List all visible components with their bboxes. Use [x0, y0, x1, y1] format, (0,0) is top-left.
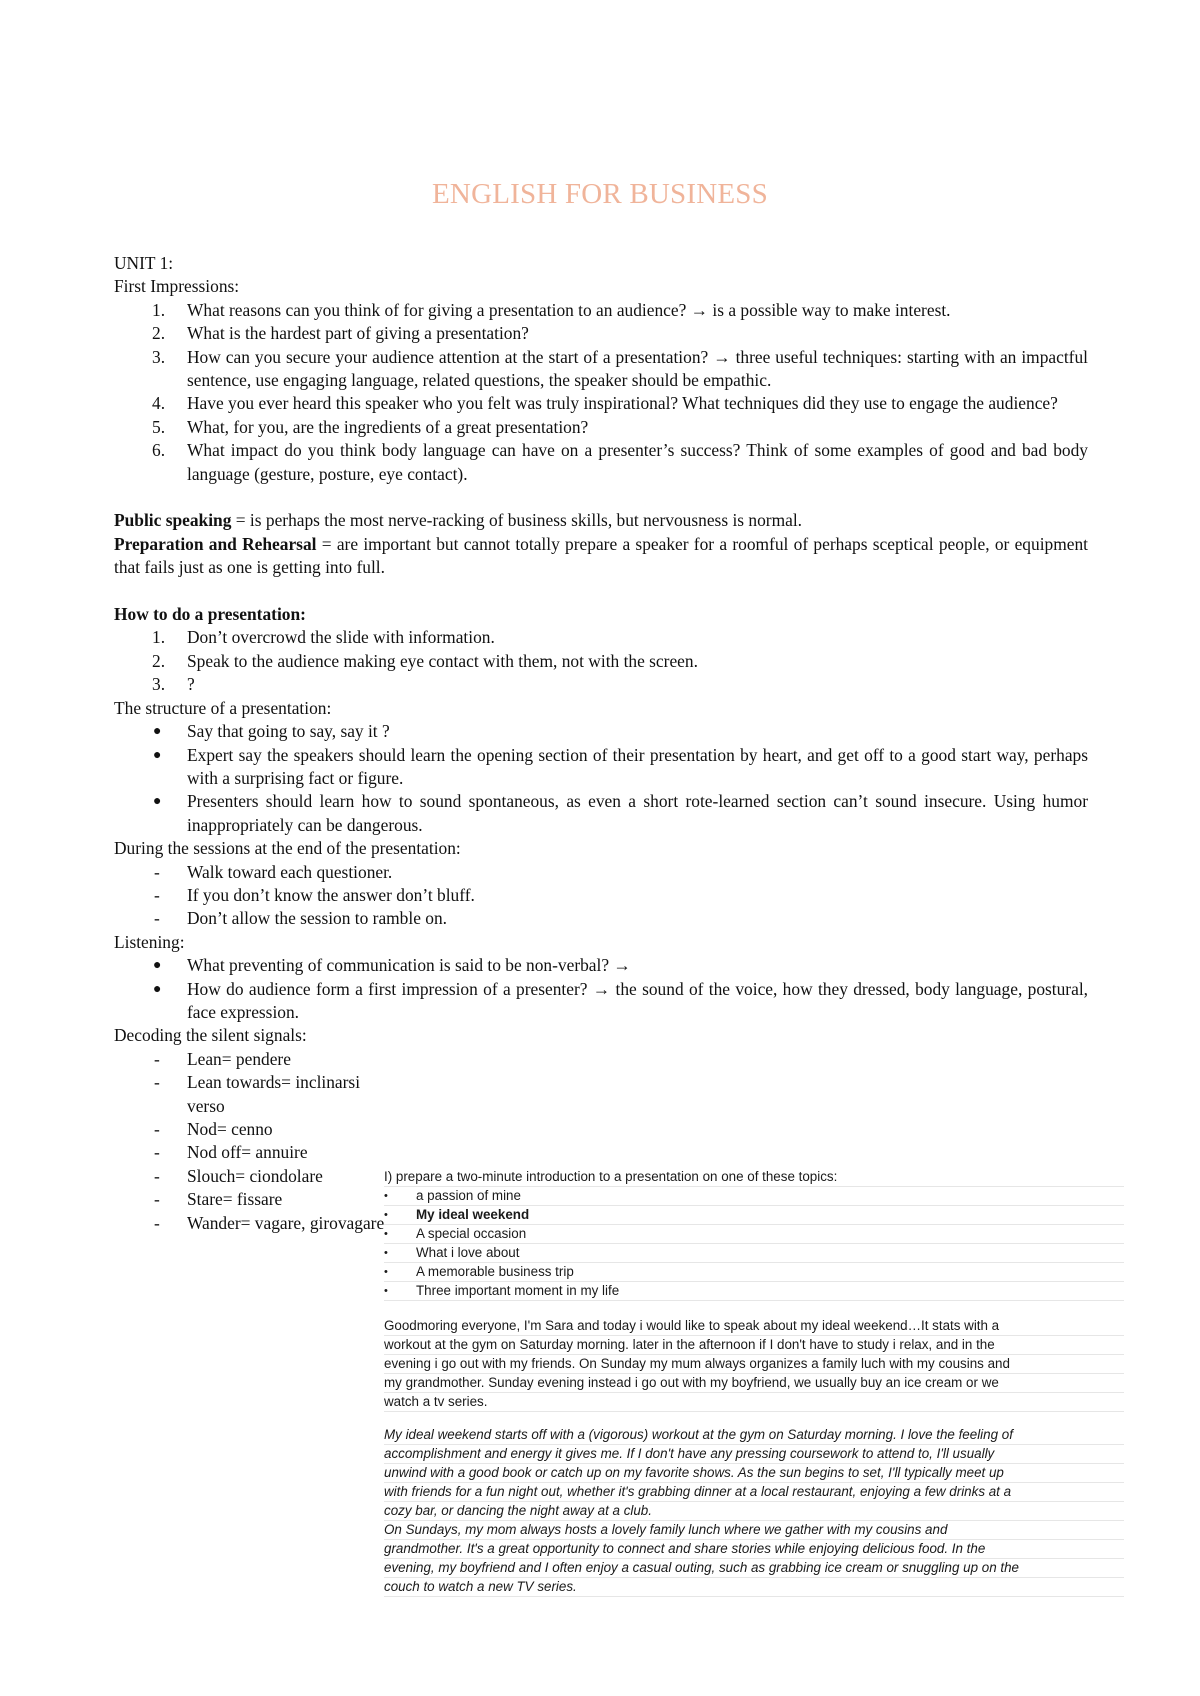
dash-icon: - [154, 1119, 160, 1139]
listening-list [114, 954, 1088, 1024]
list-item: 2. What is the hardest part of giving a presentation? [152, 323, 529, 344]
bullet-icon: ● [153, 794, 162, 810]
bullet-icon: ● [153, 981, 162, 997]
list-item: - Nod off= annuire [114, 1141, 387, 1164]
structure-list [114, 720, 1088, 837]
unit-label: UNIT 1: [114, 253, 174, 273]
document-title: ENGLISH FOR BUSINESS [432, 178, 768, 210]
list-item: 5. What, for you, are the ingredients of a great presentation? [152, 416, 589, 437]
list-item: 2. Speak to the audience making eye contact with them, not with the screen. [152, 650, 698, 671]
draft-paragraph: Goodmoring everyone, I'm Sara and today i would like to speak about my ideal weekend…It stats with a workout at the gym on Saturday morning. later in the afternoon if I don't have to study i relax, and in the evening i go out with my friends. On Sunday my mum always organizes a family luch with my cousins and my grandmother. Sunday evening instead i go out with my boyfriend, we usually buy an ice cream or we watch a tv series. [384, 1317, 1124, 1412]
bullet-icon: • [384, 1209, 388, 1221]
dash-icon: - [154, 884, 160, 905]
list-item: 4. Have you ever heard this speaker who you felt was truly inspirational? What techniques did they use to engage the audience? [152, 393, 1058, 414]
dash-icon: - [154, 1142, 160, 1163]
list-item: ● Say that going to say, say it ? [114, 720, 1088, 743]
bullet-icon: ● [153, 958, 162, 974]
list-item: - Wander= vagare, girovagare [114, 1212, 387, 1235]
list-item: - If you don’t know the answer don’t bluff. [114, 884, 1088, 907]
topic-item: • A memorable business trip [384, 1263, 1124, 1282]
structure-heading: The structure of a presentation: [114, 697, 332, 718]
bullet-icon: • [384, 1190, 388, 1202]
topic-item: • My ideal weekend [384, 1206, 1124, 1225]
dash-icon: - [154, 908, 160, 929]
final-paragraph: My ideal weekend starts off with a (vigorous) workout at the gym on Saturday morning. I love the feeling of accomplishment and energy it gives me. If I don't have any pressing coursework to attend to, I'll usually unwind with a good book or catch up on my favorite shows. As the sun begins to set, I'll typically meet up with friends for a fun night out, whether it's grabbing dinner at a local restaurant, enjoying a few drinks at a cozy bar, or dancing the night away at a club. On Sundays, my mom always hosts a lovely family lunch where we gather with my cousins and grandmother. It's a great opportunity to connect and share stories while enjoying delicious food. In the evening, my boyfriend and I often enjoy a casual outing, such as grabbing ice cream or snuggling up on the couch to watch a new TV series. [384, 1426, 1124, 1597]
topic-item: • Three important moment in my life [384, 1282, 1124, 1301]
list-item: - Slouch= ciondolare [114, 1165, 387, 1188]
list-item: 3. How can you secure your audience attention at the start of a presentation? → three useful techniques: starting with an impactful sentence, use engaging language, related questions, the speaker should be empathic. [152, 346, 1088, 391]
list-item: - Stare= fissare [114, 1188, 387, 1211]
topic-item: • a passion of mine [384, 1187, 1124, 1206]
listening-heading: Listening: [114, 931, 185, 952]
topic-item: • A special occasion [384, 1225, 1124, 1244]
dash-icon: - [154, 1165, 160, 1186]
exercise-panel [384, 1168, 1124, 1597]
list-item: ● How do audience form a first impression of a presenter? → the sound of the voice, how they dressed, body language, postural, face expression. [153, 978, 1088, 1022]
list-item: ● Expert say the speakers should learn the opening section of their presentation by heart, and get off to a good start way, perhaps with a surprising fact or figure. [153, 744, 1088, 788]
sessions-list [114, 861, 1088, 931]
sessions-heading: During the sessions at the end of the presentation: [114, 838, 461, 859]
how-to-heading: How to do a presentation: [114, 604, 306, 625]
list-item: 1. Don’t overcrowd the slide with information. [152, 627, 495, 648]
bullet-icon: • [384, 1247, 388, 1259]
first-impressions-list [114, 299, 1088, 486]
bullet-icon: • [384, 1228, 388, 1240]
dash-icon: - [154, 1048, 160, 1069]
list-item: ● What preventing of communication is said to be non-verbal? → [114, 954, 1088, 977]
bullet-icon: • [384, 1266, 388, 1278]
topic-item: • What i love about [384, 1244, 1124, 1263]
definition-public-speaking: Public speaking = is perhaps the most nerve-racking of business skills, but nervousness is normal. [114, 510, 802, 531]
definition-preparation: Preparation and Rehearsal = are important but cannot totally prepare a speaker for a roomful of perhaps sceptical people, or equipment that fails just as one is getting into full. [114, 533, 1088, 578]
list-item: ● Presenters should learn how to sound spontaneous, as even a short rote-learned section can’t sound insecure. Using humor inappropriately can be dangerous. [153, 791, 1088, 835]
list-item: 3. ? [152, 674, 195, 695]
list-item: 6. What impact do you think body language can have on a presenter’s success? Think of some examples of good and bad body language (gesture, posture, eye contact). [152, 440, 1088, 484]
dash-icon: - [154, 1189, 160, 1210]
topic-list [384, 1187, 1124, 1301]
list-item: - Walk toward each questioner. [114, 861, 1088, 884]
dash-icon: - [154, 1072, 160, 1093]
list-item: - Nod= cenno [114, 1118, 387, 1141]
list-item: - Lean towards= inclinarsi verso [154, 1072, 361, 1116]
first-impressions-heading: First Impressions: [114, 276, 240, 297]
list-item: - Lean= pendere [114, 1048, 387, 1071]
list-item: - Don’t allow the session to ramble on. [114, 907, 1088, 930]
dash-icon: - [154, 861, 160, 882]
how-to-list [114, 626, 1088, 696]
document-body [114, 252, 1088, 1235]
exercise-intro: I) prepare a two-minute introduction to a presentation on one of these topics: [384, 1168, 1124, 1187]
list-item: 1. What reasons can you think of for giving a presentation to an audience? → is a possible way to make interest. [152, 299, 951, 320]
decoding-heading: Decoding the silent signals: [114, 1025, 307, 1046]
bullet-icon: ● [153, 724, 162, 740]
dash-icon: - [154, 1212, 160, 1233]
bullet-icon: ● [153, 747, 162, 763]
bullet-icon: • [384, 1285, 388, 1297]
